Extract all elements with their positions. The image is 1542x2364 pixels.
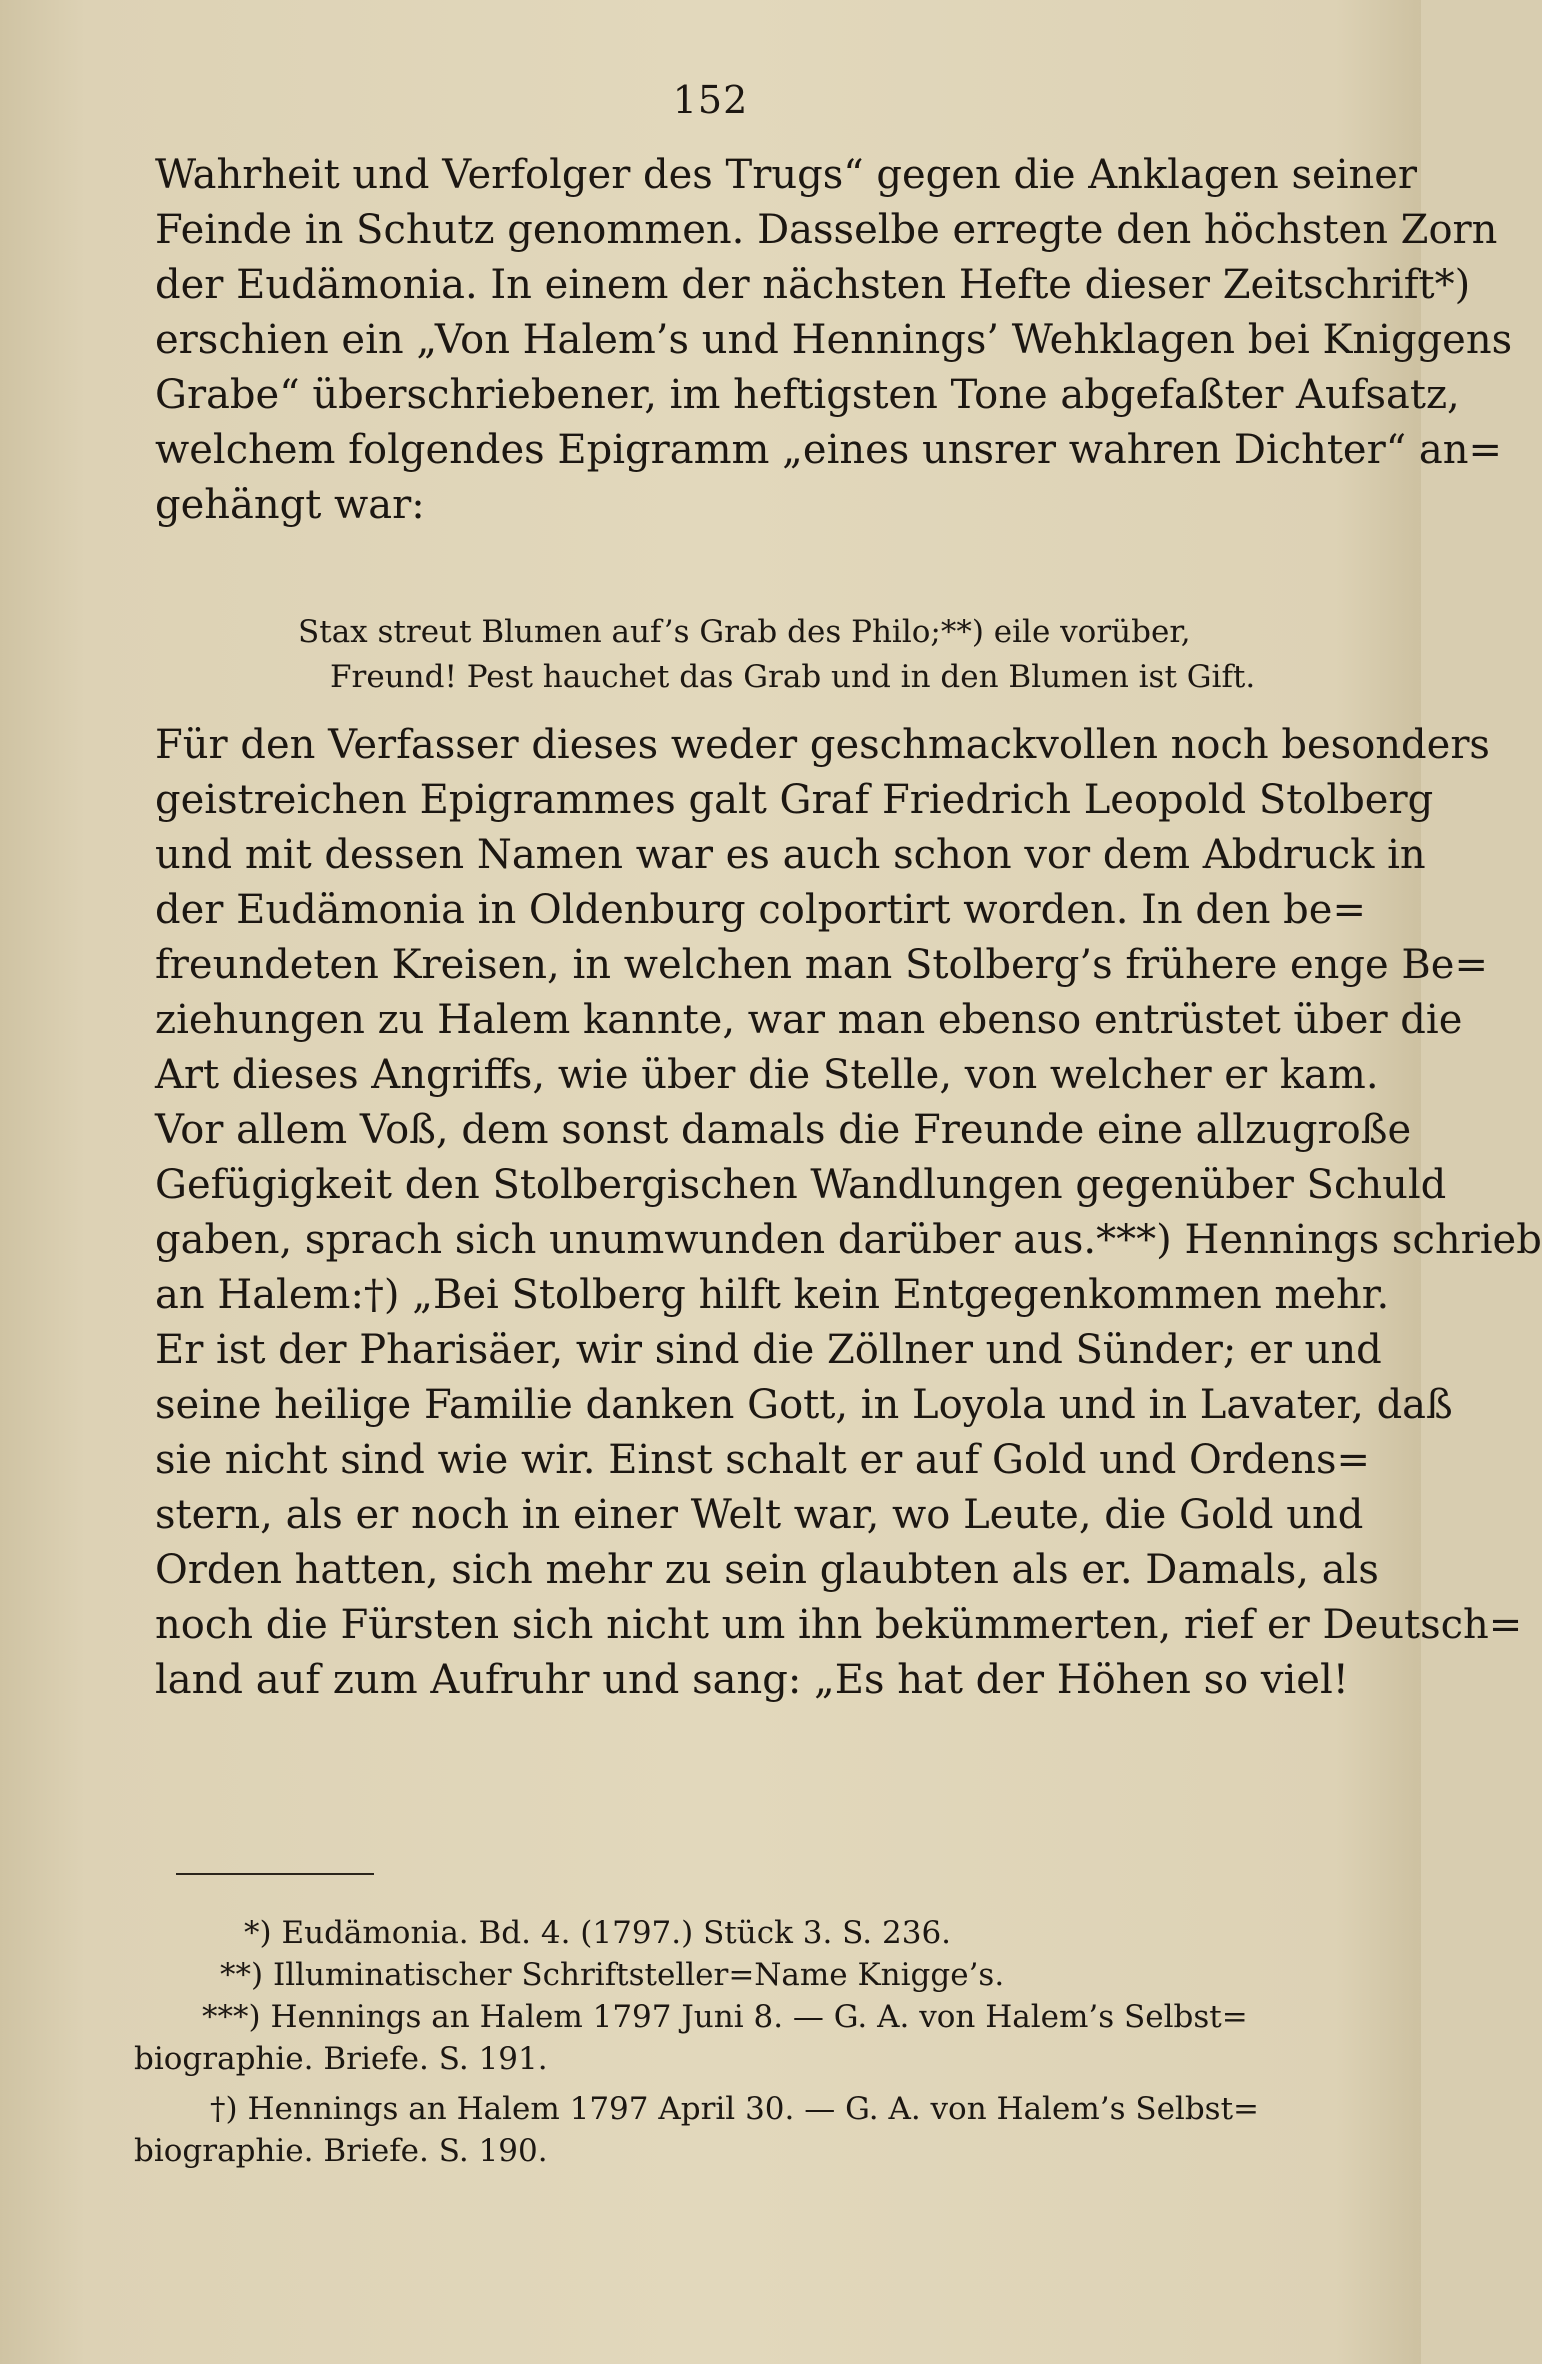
text-line: der Eudämonia in Oldenburg colportirt worden. In den be=: [155, 887, 1366, 933]
text-line: Wahrheit und Verfolger des Trugs“ gegen die Anklagen seiner: [155, 152, 1418, 198]
text-line: welchem folgendes Epigramm „eines unsrer wahren Dichter“ an=: [155, 427, 1503, 473]
footnote-mark: **): [220, 1957, 264, 1993]
text-line: Orden hatten, sich mehr zu sein glaubten als er. Damals, als: [155, 1547, 1379, 1593]
footnote-text: Hennings an Halem 1797 Juni 8. — G. A. von Halem’s Selbst=: [270, 1999, 1248, 2035]
footnote-mark: ***): [202, 1999, 261, 2035]
text-line: an Halem:†) „Bei Stolberg hilft kein Entgegenkommen mehr.: [155, 1272, 1390, 1318]
text-line: Er ist der Pharisäer, wir sind die Zöllner und Sünder; er und: [155, 1327, 1382, 1373]
text-line: freundeten Kreisen, in welchen man Stolberg’s frühere enge Be=: [155, 942, 1488, 988]
epigram: [298, 610, 1256, 700]
footnote: [134, 1954, 1314, 1996]
footnote-mark: †): [210, 2091, 238, 2127]
footnotes: [134, 1912, 1314, 2172]
footnote-mark: *): [244, 1915, 272, 1951]
text-line: Für den Verfasser dieses weder geschmackvollen noch besonders: [155, 722, 1490, 768]
text-line: und mit dessen Namen war es auch schon vor dem Abdruck in: [155, 832, 1426, 878]
footnote-divider: [176, 1873, 374, 1875]
text-line: land auf zum Aufruhr und sang: „Es hat der Höhen so viel!: [155, 1657, 1349, 1703]
text-line: geistreichen Epigrammes galt Graf Friedrich Leopold Stolberg: [155, 777, 1434, 823]
text-line: noch die Fürsten sich nicht um ihn bekümmerten, rief er Deutsch=: [155, 1602, 1523, 1648]
text-line: Gefügigkeit den Stolbergischen Wandlungen gegenüber Schuld: [155, 1162, 1447, 1208]
footnote-continuation: biographie. Briefe. S. 191.: [134, 2041, 548, 2077]
footnote-text: Hennings an Halem 1797 April 30. — G. A. von Halem’s Selbst=: [247, 2091, 1260, 2127]
footnote: [134, 2088, 1314, 2130]
footnote-continuation: biographie. Briefe. S. 190.: [134, 2133, 548, 2169]
footnote: [134, 1912, 1314, 1954]
text-line: sie nicht sind wie wir. Einst schalt er auf Gold und Ordens=: [155, 1437, 1371, 1483]
text-line: ziehungen zu Halem kannte, war man ebenso entrüstet über die: [155, 997, 1463, 1043]
page-number: 152: [672, 78, 749, 122]
text-line: gehängt war:: [155, 482, 425, 528]
text-line: erschien ein „Von Halem’s und Hennings’ Wehklagen bei Kniggens: [155, 317, 1513, 363]
text-line: Feinde in Schutz genommen. Dasselbe erregte den höchsten Zorn: [155, 207, 1498, 253]
paragraph-1: [155, 148, 1513, 533]
footnote-text: Illuminatischer Schriftsteller=Name Knigge’s.: [272, 1957, 1005, 1993]
footnote-text: Eudämonia. Bd. 4. (1797.) Stück 3. S. 236.: [281, 1915, 952, 1951]
text-line: Art dieses Angriffs, wie über die Stelle, von welcher er kam.: [155, 1052, 1379, 1098]
epigram-line: Freund! Pest hauchet das Grab und in den Blumen ist Gift.: [330, 659, 1256, 695]
text-line: Vor allem Voß, dem sonst damals die Freunde eine allzugroße: [155, 1107, 1412, 1153]
epigram-line: Stax streut Blumen auf’s Grab des Philo;**) eile vorüber,: [298, 614, 1191, 650]
text-line: Grabe“ überschriebener, im heftigsten Tone abgefaßter Aufsatz,: [155, 372, 1460, 418]
text-line: stern, als er noch in einer Welt war, wo Leute, die Gold und: [155, 1492, 1364, 1538]
text-line: der Eudämonia. In einem der nächsten Hefte dieser Zeitschrift*): [155, 262, 1471, 308]
text-line: seine heilige Familie danken Gott, in Loyola und in Lavater, daß: [155, 1382, 1453, 1428]
paragraph-2: [155, 718, 1542, 1708]
text-line: gaben, sprach sich unumwunden darüber aus.***) Hennings schrieb: [155, 1217, 1542, 1263]
footnote: [134, 1996, 1314, 2038]
